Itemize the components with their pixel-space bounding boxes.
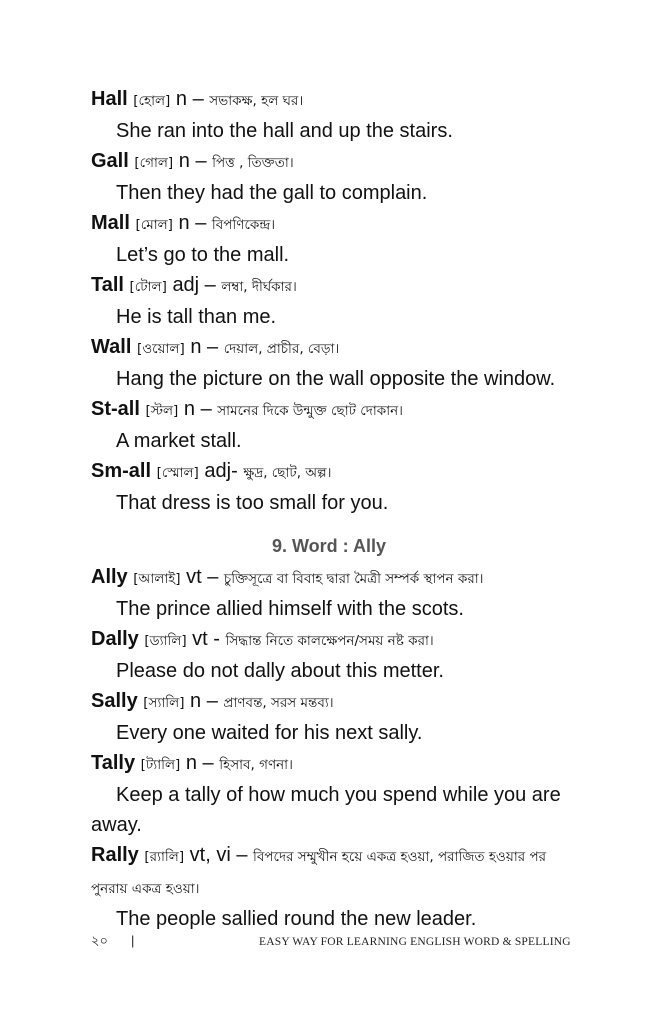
entry-headword-line [91,332,581,364]
entries-top [91,84,581,518]
entry-headword-line [91,562,581,594]
entry-headword-line [91,456,581,488]
meaning: সিদ্ধান্ত নিতে কালক্ষেপন/সময় নষ্ট করা। [225,633,434,649]
headword: Tall [91,274,124,296]
pronunciation: [স্টল] [145,403,179,419]
headword: Wall [91,336,132,358]
part-of-speech: n – [183,398,212,420]
part-of-speech: n – [190,336,219,358]
meaning: সভাকক্ষ, হল ঘর। [209,93,304,109]
page-footer [91,932,571,951]
meaning: প্রাণবন্ত, সরস মন্তব্য। [223,695,334,711]
entry-headword-line [91,208,581,240]
entry-headword-line [91,84,581,116]
book-title: EASY WAY FOR LEARNING ENGLISH WORD & SPELLING [259,936,571,948]
example-sentence: Keep a tally of how much you spend while you are away. [91,784,561,836]
meaning: হিসাব, গণনা। [219,757,293,773]
pronunciation: [ড্যালি] [144,633,187,649]
meaning: বিপদের সম্মুখীন হয়ে একত্র হওয়া, পরাজিত হওয়ার পর পুনরায় একত্র হওয়া। [91,849,547,897]
entry-headword-line [91,394,581,426]
entry-headword-line [91,270,581,302]
meaning: লম্বা, দীর্ঘকার। [221,279,297,295]
headword: St-all [91,398,140,420]
example-sentence: The prince allied himself with the scots. [116,598,464,620]
part-of-speech: n – [178,150,207,172]
pronunciation: [হোল] [133,93,171,109]
pronunciation: [ট্যালি] [140,757,181,773]
example-sentence: Let’s go to the mall. [116,244,290,266]
pronunciation: [আলাই] [133,571,181,587]
page-number: ২০ [91,934,108,949]
headword: Sally [91,690,138,712]
headword: Ally [91,566,128,588]
entry-headword-line [91,624,581,656]
meaning: ক্ষুদ্র, ছোট, অল্প। [243,465,332,481]
example-sentence: Every one waited for his next sally. [116,722,423,744]
part-of-speech: n – [185,752,214,774]
pronunciation: [গোল] [134,155,174,171]
part-of-speech: n – [178,212,207,234]
part-of-speech: n – [190,690,218,712]
example-sentence: She ran into the hall and up the stairs. [116,120,453,142]
meaning: বিপণিকেন্দ্র। [211,217,276,233]
pronunciation: [মোল] [135,217,173,233]
headword: Hall [91,88,128,110]
meaning: পিত্ত , তিক্ততা। [212,155,294,171]
entries-bottom [91,562,581,934]
meaning: চুক্তিসূত্রে বা বিবাহ দ্বারা মৈত্রী সম্পর্ক স্থাপন করা। [223,571,484,587]
entry-headword-line [91,146,581,178]
entry-headword-line [91,840,581,904]
headword: Dally [91,628,139,650]
example-sentence: The people sallied round the new leader. [116,908,477,930]
headword: Rally [91,844,139,866]
entry-headword-line [91,686,581,718]
footer-separator: | [131,933,135,948]
headword: Tally [91,752,136,774]
example-sentence: Please do not dally about this metter. [116,660,444,682]
headword: Sm-all [91,460,152,482]
meaning: দেয়াল, প্রাচীর, বেড়া। [223,341,340,357]
section-title: 9. Word : Ally [271,536,386,556]
headword: Gall [91,150,129,172]
part-of-speech: adj- [204,460,238,482]
part-of-speech: adj – [172,274,216,296]
pronunciation: [স্মোল] [156,465,199,481]
entry-headword-line [91,748,581,780]
pronunciation: [র‍্যালি] [144,849,185,865]
example-sentence: He is tall than me. [116,306,277,328]
part-of-speech: vt – [186,566,219,588]
pronunciation: [টোল] [129,279,167,295]
pronunciation: [স্যালি] [143,695,185,711]
meaning: সামনের দিকে উন্মুক্ত ছোট দোকান। [217,403,403,419]
pronunciation: [ওয়োল] [136,341,185,357]
part-of-speech: vt - [192,628,220,650]
part-of-speech: n – [175,88,204,110]
example-sentence: A market stall. [116,430,242,452]
headword: Mall [91,212,130,234]
part-of-speech: vt, vi – [189,844,248,866]
example-sentence: Hang the picture on the wall opposite the window. [116,368,556,390]
example-sentence: Then they had the gall to complain. [116,182,428,204]
example-sentence: That dress is too small for you. [116,492,389,514]
